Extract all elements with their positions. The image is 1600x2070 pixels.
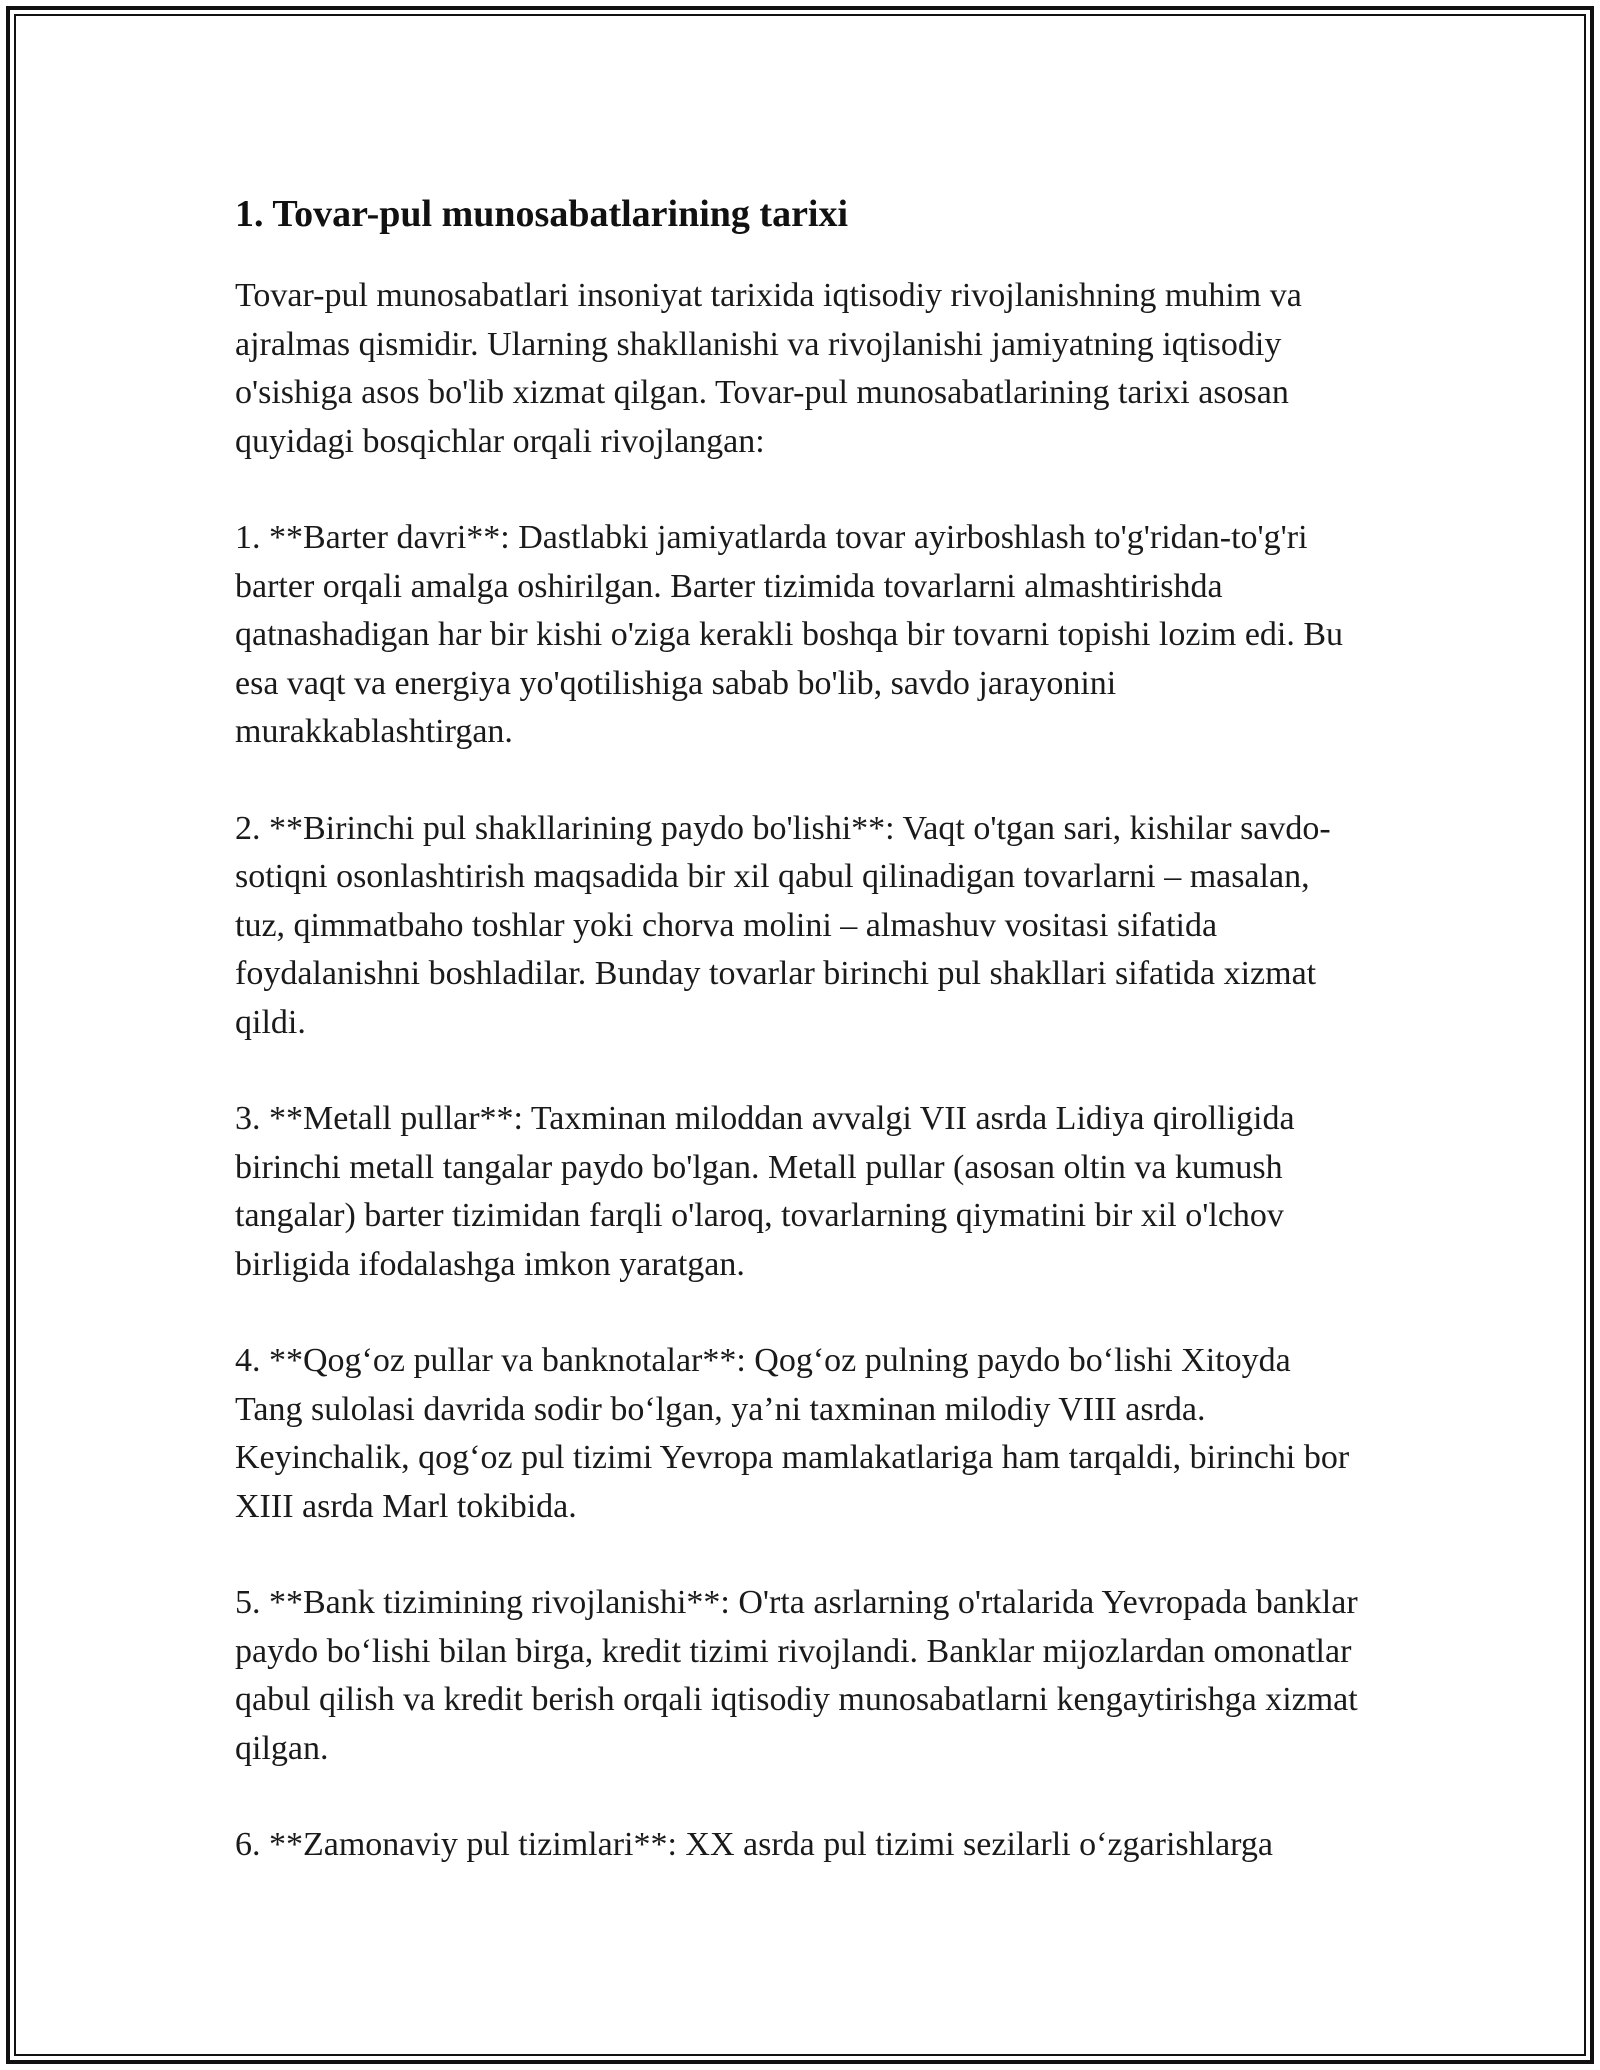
modern-money-paragraph: 6. **Zamonaviy pul tizimlari**: XX asrda pul tizimi sezilarli o‘zgarishlarga [235, 1826, 1273, 1863]
intro-paragraph: Tovar-pul munosabatlari insoniyat tarixida iqtisodiy rivojlanishning muhim va ajralmas qismidir. Ularning shakllanishi va rivojlanishi jamiyatning iqtisodiy o'sishiga asos bo'lib xizmat qilgan. Tovar-pul munosabatlarining tarixi asosan quyidagi bosqichlar orqali rivojlangan: [235, 277, 1302, 460]
barter-paragraph: 1. **Barter davri**: Dastlabki jamiyatlarda tovar ayirboshlash to'g'ridan-to'g'ri barter orqali amalga oshirilgan. Barter tizimida tovarlarni almashtirishda qatnashadigan har bir kishi o'ziga kerakli boshqa bir tovarni topishi lozim edi. Bu esa vaqt va energiya yo'qotilishiga sabab bo'lib, savdo jarayonini murakkablashtirgan. [235, 519, 1344, 750]
document-body [235, 186, 1365, 1918]
metal-money-paragraph: 3. **Metall pullar**: Taxminan miloddan avvalgi VII asrda Lidiya qirolligida birinchi metall tangalar paydo bo'lgan. Metall pullar (asosan oltin va kumush tangalar) barter tizimidan farqli o'laroq, tovarlarning qiymatini bir xil o'lchov birligida ifodalashga imkon yaratgan. [235, 1100, 1295, 1283]
first-money-paragraph: 2. **Birinchi pul shakllarining paydo bo'lishi**: Vaqt o'tgan sari, kishilar savdo-sotiqni osonlashtirish maqsadida bir xil qabul qilinadigan tovarlarni – masalan, tuz, qimmatbaho toshlar yoki chorva molini – almashuv vositasi sifatida foydalanishni boshladilar. Bunday tovarlar birinchi pul shakllari sifatida xizmat qildi. [235, 809, 1331, 1041]
page-title: 1. Tovar-pul munosabatlarining tarixi [235, 193, 849, 235]
banking-paragraph: 5. **Bank tizimining rivojlanishi**: O'rta asrlarning o'rtalarida Yevropada banklar paydo bo‘lishi bilan birga, kredit tizimi rivojlandi. Banklar mijozlardan omonatlar qabul qilish va kredit berish orqali iqtisodiy munosabatlarni kengaytirishga xizmat qilgan. [235, 1584, 1358, 1767]
paper-money-paragraph: 4. **Qog‘oz pullar va banknotalar**: Qog‘oz pulning paydo bo‘lishi Xitoyda Tang sulolasi davrida sodir bo‘lgan, ya’ni taxminan milodiy VIII asrda. Keyinchalik, qog‘oz pul tizimi Yevropa mamlakatlariga ham tarqaldi, birinchi bor XIII asrda Marl tokibida. [235, 1342, 1350, 1525]
